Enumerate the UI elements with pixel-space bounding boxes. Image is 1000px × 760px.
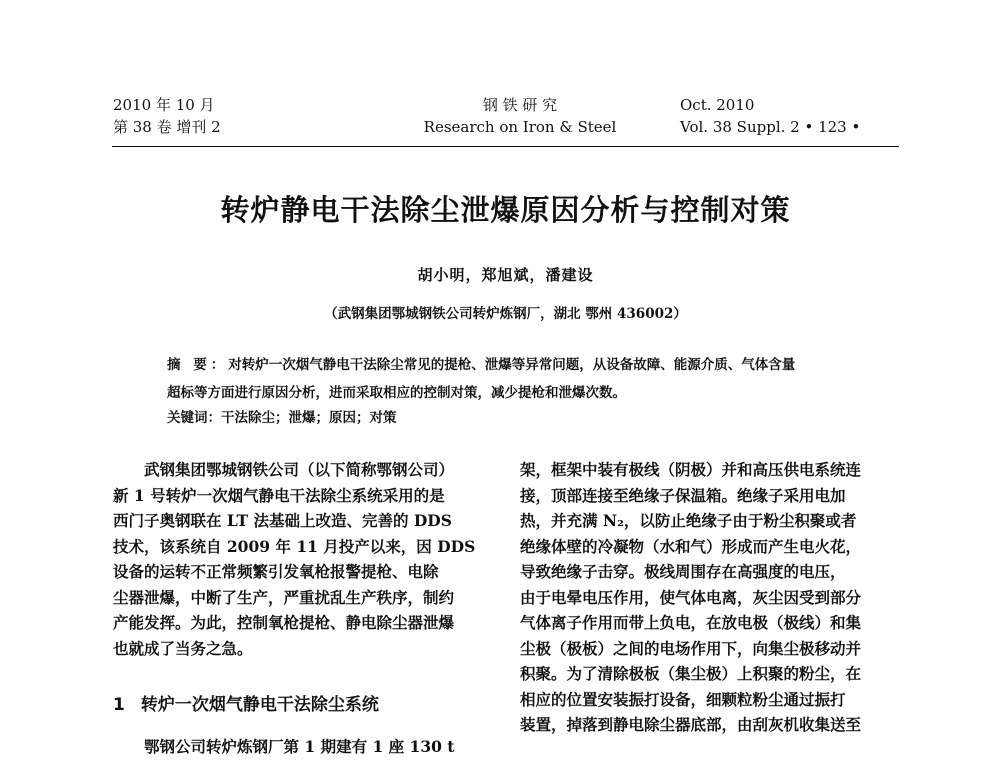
keywords-text: 干法除尘；泄爆；原因；对策 xyxy=(221,410,397,426)
abstract-label: 摘 要： xyxy=(167,357,229,373)
body-line: 设备的运转不正常频繁引发氧枪报警提枪、电除 xyxy=(113,562,439,581)
body-line: 尘器泄爆，中断了生产，严重扰乱生产秩序，制约 xyxy=(113,587,455,607)
body-line: 由于电晕电压作用，使气体电离，灰尘因受到部分 xyxy=(520,587,862,607)
body-line: 西门子奥钢联在 LT 法基础上改造、完善的 DDS xyxy=(113,511,452,530)
section-number: 1 xyxy=(113,695,125,715)
section-heading xyxy=(113,690,379,715)
right-column xyxy=(520,457,903,738)
abstract-text-1: 对转炉一次烟气静电干法除尘常见的提枪、泄爆等异常问题，从设备故障、能源介质、气体含量 xyxy=(228,357,796,373)
journal-name-cn: 钢 铁 研 究 xyxy=(482,96,558,114)
body-line: 气体离子作用而带上负电，在放电极（极线）和集 xyxy=(520,613,862,632)
abstract-line-2: 超标等方面进行原因分析，进而采取相应的控制对策，减少提枪和泄爆次数。 xyxy=(167,385,626,401)
body-line: 武钢集团鄂城钢铁公司（以下简称鄂钢公司） xyxy=(144,460,455,479)
header-date: 2010 年 10 月 xyxy=(113,96,215,114)
keywords-line xyxy=(167,408,397,428)
body-line: 接，顶部连接至绝缘子保温箱。绝缘子采用电加 xyxy=(520,485,846,505)
body-line: 绝缘体壁的冷凝物（水和气）形成而产生电火花， xyxy=(520,536,862,556)
journal-name-en: Research on Iron & Steel xyxy=(423,118,617,136)
body-line: 架，框架中装有极线（阴极）并和高压供电系统连 xyxy=(520,460,862,479)
body-line: 导致绝缘子击穿。极线周围存在高强度的电压， xyxy=(520,562,846,581)
body-line: 鄂钢公司转炉炼钢厂第 1 期建有 1 座 130 t xyxy=(144,737,455,756)
journal-date-page xyxy=(680,95,860,139)
keywords-label: 关键词： xyxy=(167,410,221,426)
paper-authors: 胡小明，郑旭斌，潘建设 xyxy=(417,266,594,284)
section-title: 转炉一次烟气静电干法除尘系统 xyxy=(140,695,379,715)
journal-name xyxy=(400,95,640,139)
header-volume: 第 38 卷 增刊 2 xyxy=(113,118,221,136)
left-column xyxy=(113,457,495,661)
header-volume-page: Vol. 38 Suppl. 2 • 123 • xyxy=(680,118,861,136)
body-line: 产能发挥。为此，控制氧枪提枪、静电除尘器泄爆 xyxy=(113,613,455,632)
header-divider xyxy=(112,146,899,147)
body-line: 积聚。为了清除极板（集尘极）上积聚的粉尘，在 xyxy=(520,664,862,683)
body-line: 技术，该系统自 2009 年 11 月投产以来，因 DDS xyxy=(113,536,476,556)
paper-title: 转炉静电干法除尘泄爆原因分析与控制对策 xyxy=(220,193,791,227)
journal-date-volume xyxy=(113,95,221,139)
body-line: 也就成了当务之急。 xyxy=(113,638,253,658)
header-date-en: Oct. 2010 xyxy=(680,96,755,114)
paper-affiliation: （武钢集团鄂城钢铁公司转炉炼钢厂，湖北 鄂州 436002） xyxy=(324,306,687,322)
body-line: 尘极（极板）之间的电场作用下，向集尘极移动并 xyxy=(520,638,862,658)
body-line: 新 1 号转炉一次烟气静电干法除尘系统采用的是 xyxy=(113,485,445,505)
body-line: 相应的位置安装振打设备，细颗粒粉尘通过振打 xyxy=(520,689,846,709)
body-line: 热，并充满 N₂，以防止绝缘子由于粉尘积聚或者 xyxy=(520,511,857,530)
abstract-line-1 xyxy=(167,355,795,375)
body-line: 装置，掉落到静电除尘器底部，由刮灰机收集送至 xyxy=(520,715,862,734)
